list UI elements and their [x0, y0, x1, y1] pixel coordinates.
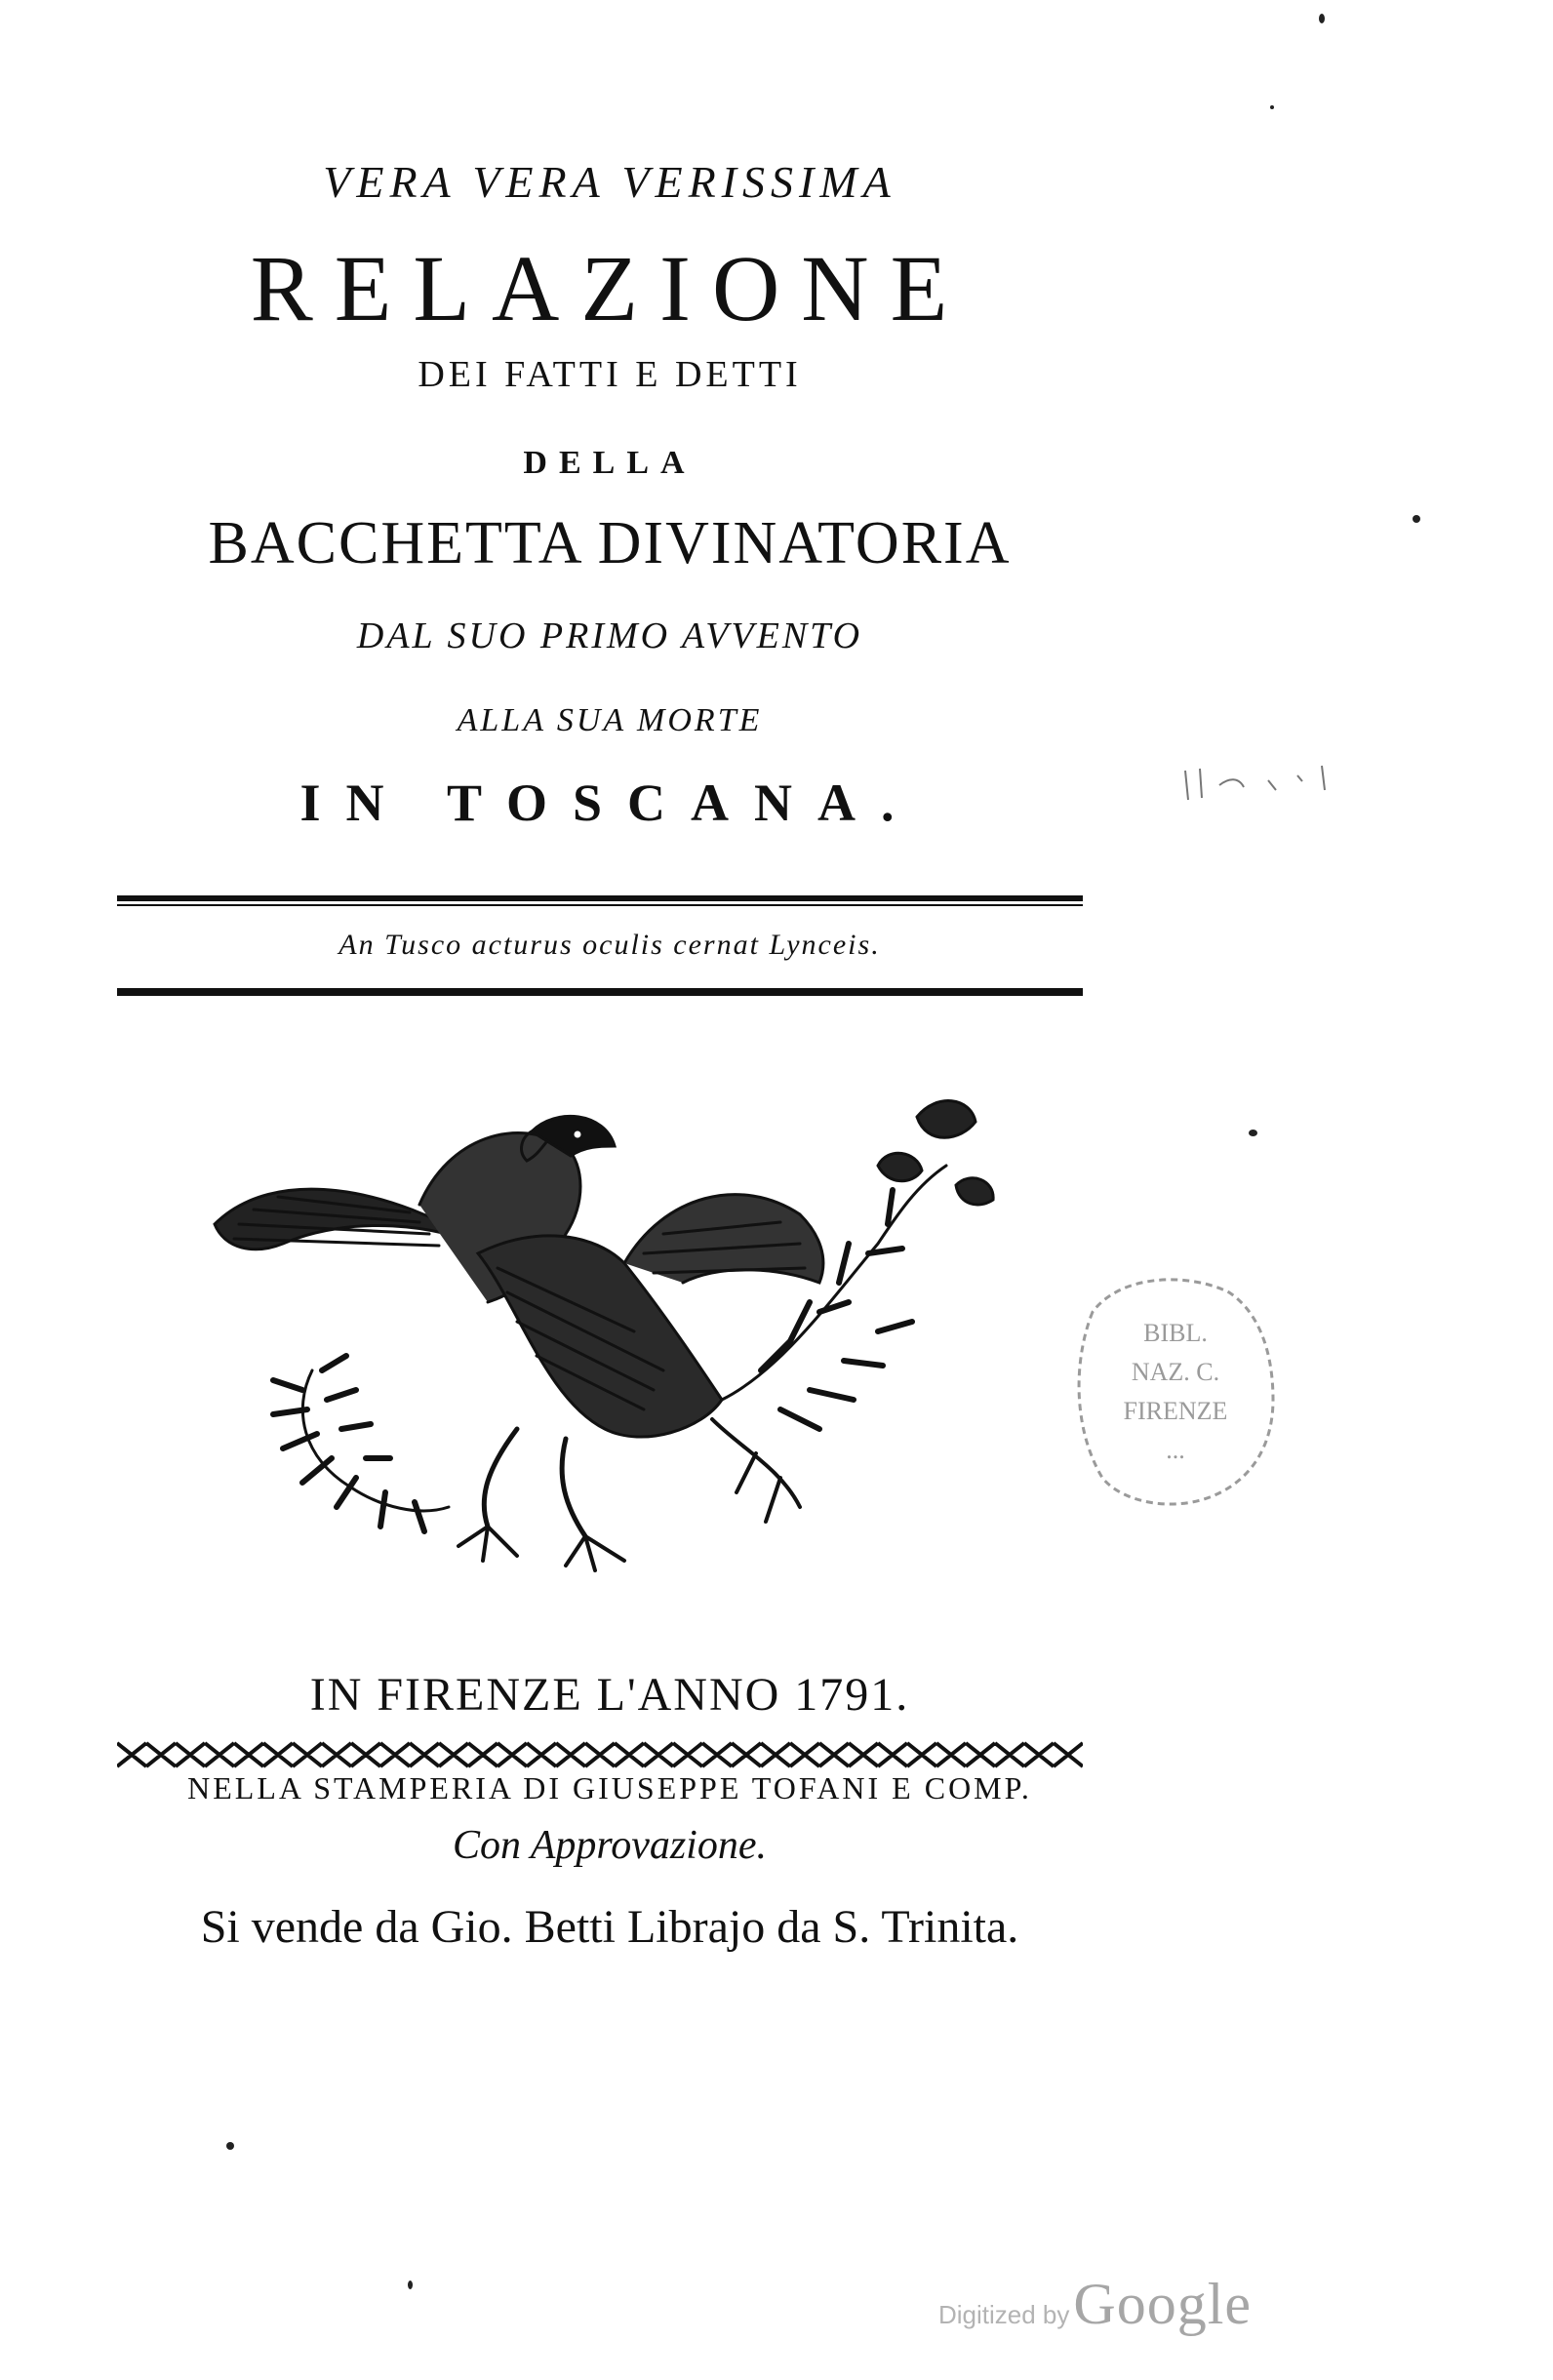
watermark-brand: Google	[1073, 2272, 1253, 2336]
stamp-line-2: NAZ. C.	[1131, 1358, 1220, 1386]
epigraph-rule-bottom	[117, 985, 1083, 996]
epigraph-rule-top	[117, 895, 1083, 906]
stamp-line-4: ...	[1166, 1436, 1185, 1464]
title-line-5: BACCHETTA DIVINATORIA	[208, 510, 1012, 576]
title-line-7: ALLA SUA MORTE	[457, 702, 763, 738]
imprint-printer: NELLA STAMPERIA DI GIUSEPPE TOFANI E COMP.	[187, 1770, 1032, 1805]
imprint-approval: Con Approvazione.	[453, 1823, 767, 1868]
stamp-line-3: FIRENZE	[1123, 1397, 1228, 1425]
speck	[408, 2281, 413, 2289]
title-line-8: IN TOSCANA.	[299, 774, 920, 832]
speck	[1319, 14, 1325, 23]
speck	[1413, 515, 1420, 523]
eagle-woodcut-icon	[195, 1078, 1015, 1605]
ornament-rule	[117, 1738, 1083, 1771]
library-stamp-icon	[1063, 1205, 1288, 1527]
stamp-line-1: BIBL.	[1143, 1319, 1208, 1347]
watermark	[938, 2271, 1252, 2338]
speck	[1270, 105, 1274, 109]
speck	[1249, 1130, 1257, 1136]
title-line-2: RELAZIONE	[250, 236, 970, 340]
watermark-prefix: Digitized by	[938, 2300, 1070, 2329]
title-line-1: VERA VERA VERISSIMA	[323, 157, 896, 207]
imprint-place-year: IN FIRENZE L'ANNO 1791.	[309, 1669, 910, 1721]
pencil-mark-icon	[1180, 761, 1336, 810]
title-line-6: DAL SUO PRIMO AVVENTO	[356, 615, 863, 656]
epigraph: An Tusco acturus oculis cernat Lynceis.	[338, 929, 881, 961]
speck	[226, 2142, 234, 2150]
title-line-4: DELLA	[523, 445, 697, 481]
imprint-seller: Si vende da Gio. Betti Librajo da S. Trinita.	[200, 1901, 1019, 1953]
title-line-3: DEI FATTI E DETTI	[418, 354, 802, 395]
